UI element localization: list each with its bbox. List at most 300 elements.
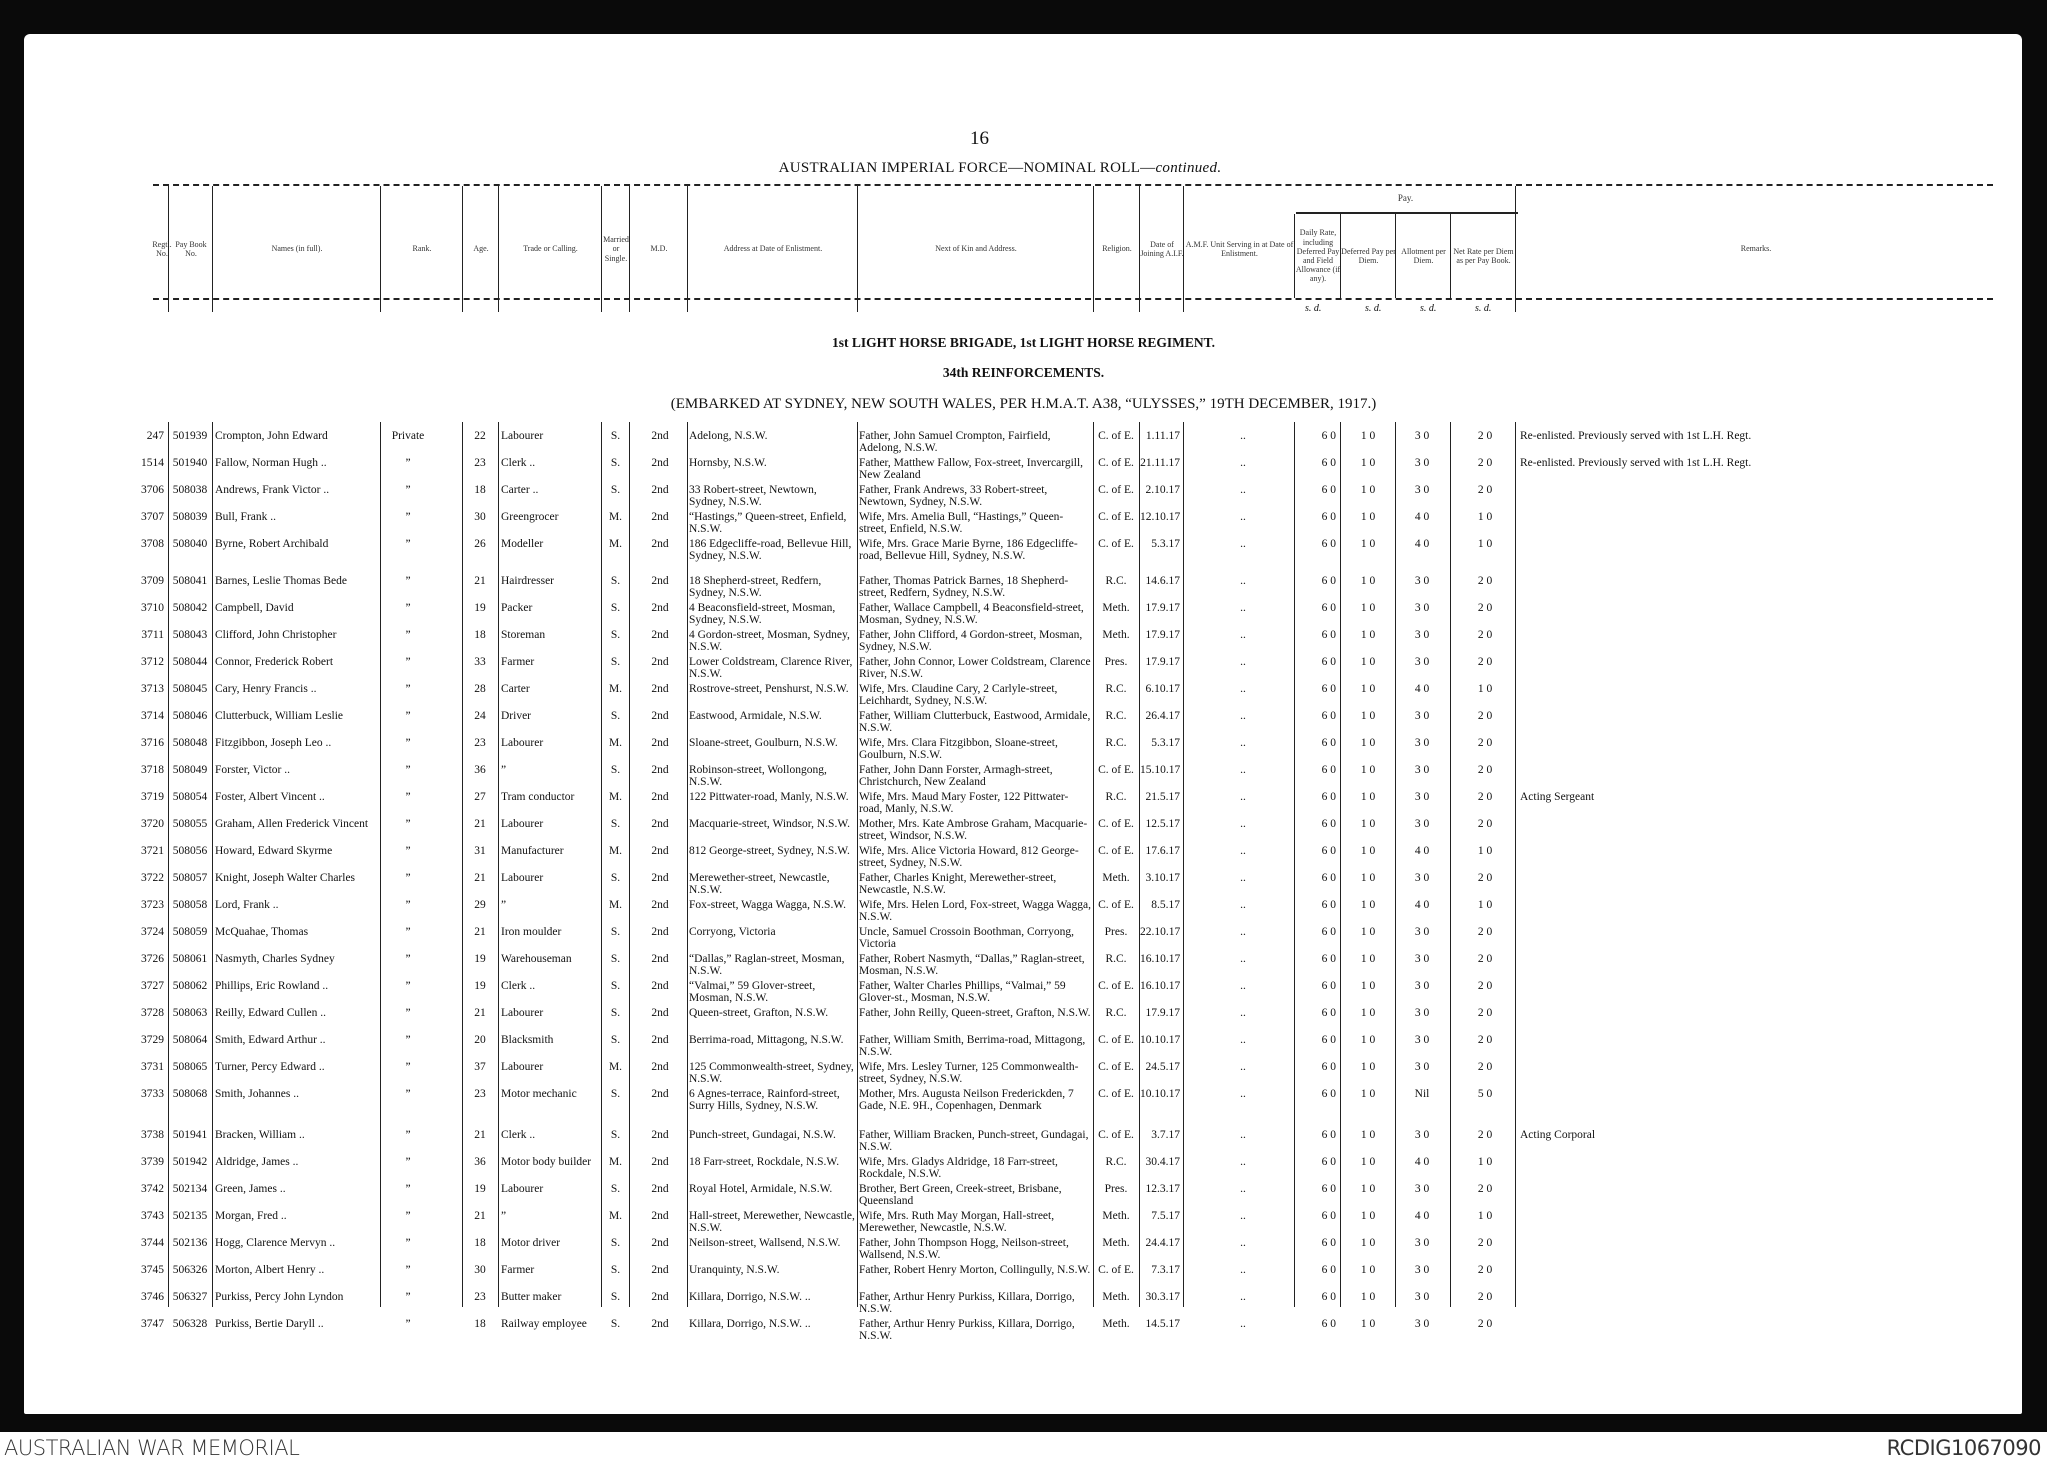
cell-regtl: 3726 (141, 953, 164, 965)
cell-age: 27 (474, 791, 486, 803)
cell-next-of-kin: Wife, Mrs. Clara Fitzgibbon, Sloane-street, Goulburn, N.S.W. (859, 737, 1058, 761)
cell-age: 18 (474, 1318, 486, 1330)
cell-rank: ” (405, 1156, 411, 1168)
cell-next-of-kin: Wife, Mrs. Grace Marie Byrne, 186 Edgecliffe-road, Bellevue Hill, Sydney, N.S.W. (859, 538, 1078, 562)
cell-name: Smith, Edward Arthur .. (215, 1034, 326, 1046)
cell-pay-book-no: 501941 (172, 1129, 208, 1141)
cell-trade: Farmer (501, 1264, 535, 1276)
cell-allotment: 3 0 (1414, 1007, 1430, 1019)
cell-religion: R.C. (1105, 1156, 1127, 1168)
cell-military-district: 2nd (651, 430, 669, 442)
cell-next-of-kin: Father, John Connor, Lower Coldstream, Clarence River, N.S.W. (859, 656, 1091, 680)
cell-marital-status: S. (610, 1291, 621, 1303)
cell-trade: ” (501, 1210, 507, 1222)
cell-religion: C. of E. (1098, 1088, 1134, 1100)
cell-date-joined: 17.9.17 (1145, 629, 1180, 641)
cell-net-rate: 5 0 (1477, 1088, 1493, 1100)
cell-deferred-pay: 1 0 (1360, 953, 1376, 965)
cell-date-joined: 5.3.17 (1151, 538, 1180, 550)
cell-regtl: 3731 (141, 1061, 164, 1073)
cell-military-district: 2nd (651, 457, 669, 469)
cell-date-joined: 14.5.17 (1145, 1318, 1180, 1330)
cell-military-district: 2nd (651, 872, 669, 884)
cell-address: Adelong, N.S.W. (689, 430, 768, 442)
cell-allotment: 3 0 (1414, 926, 1430, 938)
cell-address: 18 Farr-street, Rockdale, N.S.W. (689, 1156, 840, 1168)
cell-allotment: 3 0 (1414, 1129, 1430, 1141)
cell-age: 19 (474, 953, 486, 965)
cell-rank: ” (405, 1318, 411, 1330)
cell-allotment: 3 0 (1414, 1264, 1430, 1276)
cell-age: 19 (474, 980, 486, 992)
cell-amf-unit: .. (1240, 710, 1246, 722)
cell-age: 18 (474, 629, 486, 641)
cell-trade: Labourer (501, 430, 544, 442)
cell-name: Nasmyth, Charles Sydney (215, 953, 335, 965)
cell-regtl: 3727 (141, 980, 164, 992)
cell-deferred-pay: 1 0 (1360, 629, 1376, 641)
cell-religion: Pres. (1104, 926, 1128, 938)
cell-regtl: 3739 (141, 1156, 164, 1168)
cell-allotment: 4 0 (1414, 538, 1430, 550)
column-rule (168, 422, 169, 1307)
cell-date-joined: 7.5.17 (1151, 1210, 1180, 1222)
cell-allotment: 3 0 (1414, 484, 1430, 496)
cell-marital-status: S. (610, 818, 621, 830)
cell-name: Knight, Joseph Walter Charles (215, 872, 356, 884)
cell-name: McQuahae, Thomas (215, 926, 309, 938)
cell-amf-unit: .. (1240, 1007, 1246, 1019)
cell-religion: C. of E. (1098, 1034, 1134, 1046)
cell-regtl: 3745 (141, 1264, 164, 1276)
cell-religion: Pres. (1104, 1183, 1128, 1195)
cell-next-of-kin: Father, Robert Nasmyth, “Dallas,” Raglan-street, Mosman, N.S.W. (859, 953, 1085, 977)
cell-military-district: 2nd (651, 1318, 669, 1330)
cell-date-joined: 17.9.17 (1145, 602, 1180, 614)
cell-date-joined: 10.10.17 (1140, 1034, 1181, 1046)
cell-amf-unit: .. (1240, 872, 1246, 884)
cell-rank: ” (405, 791, 411, 803)
cell-address: Rostrove-street, Penshurst, N.S.W. (689, 683, 849, 695)
cell-date-joined: 16.10.17 (1140, 953, 1181, 965)
cell-pay-book-no: 508048 (172, 737, 208, 749)
cell-allotment: 3 0 (1414, 430, 1430, 442)
cell-daily-rate: 6 0 (1321, 457, 1336, 469)
cell-rank: ” (405, 629, 411, 641)
cell-net-rate: 2 0 (1477, 737, 1493, 749)
cell-regtl: 3710 (141, 602, 164, 614)
cell-deferred-pay: 1 0 (1360, 484, 1376, 496)
cell-religion: C. of E. (1098, 845, 1134, 857)
cell-rank: ” (405, 899, 411, 911)
cell-date-joined: 5.3.17 (1151, 737, 1180, 749)
unit-net: s. d. (1475, 303, 1492, 314)
cell-next-of-kin: Uncle, Samuel Crossoin Boothman, Corryong, Victoria (859, 926, 1074, 950)
cell-allotment: 3 0 (1414, 602, 1430, 614)
cell-age: 21 (474, 1210, 486, 1222)
cell-name: Lord, Frank .. (215, 899, 279, 911)
cell-religion: C. of E. (1098, 430, 1134, 442)
cell-next-of-kin: Wife, Mrs. Lesley Turner, 125 Commonwealth-street, Sydney, N.S.W. (859, 1061, 1079, 1085)
header-bottom-rule (153, 298, 1993, 300)
cell-date-joined: 3.7.17 (1151, 1129, 1180, 1141)
header-daily-rate: Daily Rate, including Deferred Pay and Field Allowance (if any). (1294, 214, 1341, 298)
cell-daily-rate: 6 0 (1321, 737, 1336, 749)
cell-marital-status: S. (610, 629, 621, 641)
cell-address: Sloane-street, Goulburn, N.S.W. (689, 737, 838, 749)
cell-name: Turner, Percy Edward .. (215, 1061, 325, 1073)
cell-deferred-pay: 1 0 (1360, 1034, 1376, 1046)
cell-deferred-pay: 1 0 (1360, 1264, 1376, 1276)
cell-marital-status: S. (610, 1183, 621, 1195)
cell-rank: ” (405, 872, 411, 884)
cell-religion: R.C. (1105, 791, 1127, 803)
cell-deferred-pay: 1 0 (1360, 1183, 1376, 1195)
cell-rank: ” (405, 1088, 411, 1100)
cell-trade: Blacksmith (501, 1034, 554, 1046)
cell-daily-rate: 6 0 (1321, 1318, 1336, 1330)
cell-next-of-kin: Father, William Smith, Berrima-road, Mittagong, N.S.W. (859, 1034, 1086, 1058)
column-rule (1183, 422, 1184, 1307)
cell-marital-status: M. (608, 1156, 623, 1168)
cell-amf-unit: .. (1240, 980, 1246, 992)
cell-religion: C. of E. (1098, 538, 1134, 550)
cell-marital-status: S. (610, 1237, 621, 1249)
unit-deferred: s. d. (1365, 303, 1382, 314)
cell-net-rate: 2 0 (1477, 430, 1493, 442)
embarkation-heading: (EMBARKED AT SYDNEY, NEW SOUTH WALES, PER H.M.A.T. A38, “ULYSSES,” 19TH DECEMBER, 1917.) (670, 396, 1377, 412)
cell-next-of-kin: Father, John Reilly, Queen-street, Grafton, N.S.W. (859, 1007, 1091, 1019)
cell-date-joined: 15.10.17 (1140, 764, 1181, 776)
cell-rank: ” (405, 602, 411, 614)
cell-rank: ” (405, 511, 411, 523)
cell-marital-status: M. (608, 511, 623, 523)
cell-trade: Clerk .. (501, 980, 536, 992)
cell-address: “Hastings,” Queen-street, Enfield, N.S.W. (689, 511, 847, 535)
cell-military-district: 2nd (651, 602, 669, 614)
cell-regtl: 3706 (141, 484, 164, 496)
cell-age: 20 (474, 1034, 486, 1046)
cell-age: 18 (474, 1237, 486, 1249)
cell-trade: Railway employee (501, 1318, 587, 1330)
cell-daily-rate: 6 0 (1321, 1129, 1336, 1141)
cell-address: 18 Shepherd-street, Redfern, Sydney, N.S.W. (689, 575, 822, 599)
cell-religion: Pres. (1104, 656, 1128, 668)
cell-deferred-pay: 1 0 (1360, 430, 1376, 442)
cell-marital-status: M. (608, 845, 623, 857)
cell-religion: Meth. (1102, 1318, 1130, 1330)
cell-pay-book-no: 508063 (172, 1007, 208, 1019)
cell-daily-rate: 6 0 (1321, 602, 1336, 614)
cell-daily-rate: 6 0 (1321, 791, 1336, 803)
column-rule (1515, 422, 1516, 1307)
cell-address: Macquarie-street, Windsor, N.S.W. (689, 818, 850, 830)
header-pay-book: Pay Book No. (168, 186, 213, 312)
cell-amf-unit: .. (1240, 511, 1246, 523)
cell-net-rate: 2 0 (1477, 1129, 1493, 1141)
cell-next-of-kin: Father, William Bracken, Punch-street, Gundagai, N.S.W. (859, 1129, 1089, 1153)
cell-amf-unit: .. (1240, 457, 1246, 469)
cell-marital-status: S. (610, 872, 621, 884)
cell-marital-status: S. (610, 1129, 621, 1141)
cell-pay-book-no: 508061 (172, 953, 208, 965)
header-date-joining: Date of Joining A.I.F. (1139, 186, 1184, 312)
cell-regtl: 3747 (141, 1318, 164, 1330)
cell-deferred-pay: 1 0 (1360, 845, 1376, 857)
cell-pay-book-no: 508058 (172, 899, 208, 911)
header-trade: Trade or Calling. (498, 186, 602, 312)
cell-age: 22 (474, 430, 486, 442)
cell-next-of-kin: Father, Frank Andrews, 33 Robert-street, Newtown, Sydney, N.S.W. (859, 484, 1048, 508)
cell-allotment: 3 0 (1414, 629, 1430, 641)
cell-marital-status: S. (610, 1088, 621, 1100)
cell-date-joined: 17.9.17 (1145, 656, 1180, 668)
cell-trade: Driver (501, 710, 532, 722)
cell-daily-rate: 6 0 (1321, 1264, 1336, 1276)
cell-next-of-kin: Wife, Mrs. Ruth May Morgan, Hall-street, Merewether, Newcastle, N.S.W. (859, 1210, 1055, 1234)
cell-date-joined: 14.6.17 (1145, 575, 1180, 587)
cell-rank: ” (405, 737, 411, 749)
cell-allotment: 3 0 (1414, 1034, 1430, 1046)
cell-date-joined: 1.11.17 (1145, 430, 1180, 442)
cell-net-rate: 2 0 (1477, 1034, 1493, 1046)
cell-religion: R.C. (1105, 737, 1127, 749)
cell-allotment: 3 0 (1414, 1318, 1430, 1330)
cell-religion: C. of E. (1098, 764, 1134, 776)
cell-marital-status: M. (608, 683, 623, 695)
cell-amf-unit: .. (1240, 1210, 1246, 1222)
column-rule (1395, 422, 1396, 1307)
cell-amf-unit: .. (1240, 575, 1246, 587)
cell-pay-book-no: 506327 (172, 1291, 208, 1303)
cell-religion: C. of E. (1098, 457, 1134, 469)
cell-date-joined: 21.11.17 (1140, 457, 1180, 469)
cell-rank: ” (405, 457, 411, 469)
cell-remarks: Acting Corporal (1520, 1129, 1596, 1141)
cell-date-joined: 7.3.17 (1151, 1264, 1180, 1276)
cell-net-rate: 1 0 (1477, 1156, 1493, 1168)
cell-allotment: 4 0 (1414, 683, 1430, 695)
cell-pay-book-no: 502135 (172, 1210, 208, 1222)
roll-title (740, 160, 1260, 177)
cell-amf-unit: .. (1240, 764, 1246, 776)
column-rule (857, 422, 858, 1307)
cell-next-of-kin: Father, John Clifford, 4 Gordon-street, Mosman, Sydney, N.S.W. (859, 629, 1083, 653)
cell-age: 21 (474, 872, 486, 884)
cell-military-district: 2nd (651, 1061, 669, 1073)
cell-military-district: 2nd (651, 737, 669, 749)
cell-address: Punch-street, Gundagai, N.S.W. (689, 1129, 836, 1141)
cell-military-district: 2nd (651, 1088, 669, 1100)
brigade-heading: 1st LIGHT HORSE BRIGADE, 1st LIGHT HORSE REGIMENT. (832, 335, 1215, 350)
cell-military-district: 2nd (651, 683, 669, 695)
cell-rank: ” (405, 926, 411, 938)
cell-pay-book-no: 508062 (172, 980, 208, 992)
cell-name: Connor, Frederick Robert (215, 656, 334, 668)
cell-daily-rate: 6 0 (1321, 764, 1336, 776)
header-allotment: Allotment per Diem. (1395, 214, 1451, 298)
cell-name: Clifford, John Christopher (215, 629, 337, 641)
cell-religion: C. of E. (1098, 1129, 1134, 1141)
cell-trade: Labourer (501, 1183, 544, 1195)
cell-religion: C. of E. (1098, 818, 1134, 830)
cell-military-district: 2nd (651, 980, 669, 992)
cell-rank: ” (405, 1291, 411, 1303)
cell-pay-book-no: 508059 (172, 926, 208, 938)
cell-military-district: 2nd (651, 1129, 669, 1141)
cell-age: 23 (474, 457, 486, 469)
cell-military-district: 2nd (651, 1183, 669, 1195)
cell-regtl: 3707 (141, 511, 164, 523)
cell-address: 122 Pittwater-road, Manly, N.S.W. (689, 791, 849, 803)
cell-daily-rate: 6 0 (1321, 1088, 1336, 1100)
cell-name: Forster, Victor .. (215, 764, 290, 776)
cell-regtl: 3712 (141, 656, 164, 668)
cell-regtl: 3746 (141, 1291, 164, 1303)
cell-deferred-pay: 1 0 (1360, 1088, 1376, 1100)
cell-address: Hall-street, Merewether, Newcastle, N.S.W. (689, 1210, 855, 1234)
cell-trade: Butter maker (501, 1291, 562, 1303)
footer-source: AUSTRALIAN WAR MEMORIAL (4, 1436, 300, 1460)
cell-pay-book-no: 508064 (172, 1034, 208, 1046)
cell-daily-rate: 6 0 (1321, 926, 1336, 938)
header-address: Address at Date of Enlistment. (687, 186, 858, 312)
cell-deferred-pay: 1 0 (1360, 926, 1376, 938)
cell-trade: ” (501, 764, 507, 776)
cell-date-joined: 17.9.17 (1145, 1007, 1180, 1019)
cell-pay-book-no: 508055 (172, 818, 208, 830)
cell-date-joined: 10.10.17 (1140, 1088, 1181, 1100)
cell-pay-book-no: 508041 (172, 575, 208, 587)
cell-military-district: 2nd (651, 899, 669, 911)
cell-next-of-kin: Brother, Bert Green, Creek-street, Brisbane, Queensland (859, 1183, 1062, 1207)
cell-date-joined: 17.6.17 (1145, 845, 1180, 857)
cell-deferred-pay: 1 0 (1360, 1007, 1376, 1019)
cell-allotment: 3 0 (1414, 457, 1430, 469)
cell-regtl: 3711 (141, 629, 164, 641)
cell-rank: ” (405, 683, 411, 695)
cell-regtl: 3744 (141, 1237, 164, 1249)
cell-address: Queen-street, Grafton, N.S.W. (689, 1007, 829, 1019)
pay-rule (1296, 212, 1518, 214)
cell-name: Howard, Edward Skyrme (215, 845, 333, 857)
cell-rank: ” (405, 1183, 411, 1195)
cell-daily-rate: 6 0 (1321, 1291, 1336, 1303)
cell-religion: R.C. (1105, 1007, 1127, 1019)
cell-amf-unit: .. (1240, 1183, 1246, 1195)
cell-next-of-kin: Wife, Mrs. Helen Lord, Fox-street, Wagga Wagga, N.S.W. (859, 899, 1091, 923)
cell-date-joined: 6.10.17 (1145, 683, 1180, 695)
cell-deferred-pay: 1 0 (1360, 818, 1376, 830)
cell-regtl: 3713 (141, 683, 164, 695)
cell-name: Crompton, John Edward (215, 430, 328, 442)
cell-regtl: 3718 (141, 764, 164, 776)
cell-amf-unit: .. (1240, 953, 1246, 965)
cell-regtl: 1514 (141, 457, 164, 469)
cell-address: Merewether-street, Newcastle, N.S.W. (689, 872, 830, 896)
cell-remarks: Re-enlisted. Previously served with 1st L.H. Regt. (1520, 457, 1752, 469)
cell-marital-status: S. (610, 953, 621, 965)
cell-allotment: 3 0 (1414, 1237, 1430, 1249)
cell-allotment: 3 0 (1414, 656, 1430, 668)
cell-allotment: Nil (1414, 1088, 1430, 1100)
cell-name: Cary, Henry Francis .. (215, 683, 317, 695)
cell-regtl: 3716 (141, 737, 164, 749)
cell-deferred-pay: 1 0 (1360, 1318, 1376, 1330)
cell-name: Phillips, Eric Rowland .. (215, 980, 329, 992)
cell-net-rate: 2 0 (1477, 656, 1493, 668)
cell-allotment: 3 0 (1414, 764, 1430, 776)
cell-marital-status: M. (608, 1210, 623, 1222)
cell-military-district: 2nd (651, 1291, 669, 1303)
cell-amf-unit: .. (1240, 1264, 1246, 1276)
cell-pay-book-no: 508065 (172, 1061, 208, 1073)
cell-net-rate: 2 0 (1477, 1318, 1493, 1330)
cell-address: Neilson-street, Wallsend, N.S.W. (689, 1237, 841, 1249)
cell-next-of-kin: Wife, Mrs. Gladys Aldridge, 18 Farr-street, Rockdale, N.S.W. (859, 1156, 1058, 1180)
cell-trade: Motor body builder (501, 1156, 592, 1168)
cell-deferred-pay: 1 0 (1360, 791, 1376, 803)
cell-net-rate: 1 0 (1477, 845, 1493, 857)
cell-next-of-kin: Father, John Thompson Hogg, Neilson-street, Wallsend, N.S.W. (859, 1237, 1069, 1261)
cell-amf-unit: .. (1240, 1088, 1246, 1100)
column-rule (1340, 422, 1341, 1307)
cell-trade: Motor driver (501, 1237, 561, 1249)
cell-military-district: 2nd (651, 1264, 669, 1276)
unit-daily: s. d. (1305, 303, 1322, 314)
cell-amf-unit: .. (1240, 1034, 1246, 1046)
cell-date-joined: 2.10.17 (1145, 484, 1180, 496)
cell-regtl: 3733 (141, 1088, 164, 1100)
cell-trade: Clerk .. (501, 457, 536, 469)
header-net-rate: Net Rate per Diem as per Pay Book. (1450, 214, 1516, 298)
cell-regtl: 3719 (141, 791, 164, 803)
cell-pay-book-no: 506326 (172, 1264, 208, 1276)
cell-address: Lower Coldstream, Clarence River, N.S.W. (689, 656, 853, 680)
cell-address: Uranquinty, N.S.W. (689, 1264, 780, 1276)
cell-age: 31 (474, 845, 486, 857)
column-rule (629, 422, 630, 1307)
roll-title-main: AUSTRALIAN IMPERIAL FORCE—NOMINAL ROLL— (778, 160, 1156, 176)
cell-net-rate: 1 0 (1477, 683, 1493, 695)
cell-regtl: 3738 (141, 1129, 164, 1141)
cell-daily-rate: 6 0 (1321, 710, 1336, 722)
cell-military-district: 2nd (651, 538, 669, 550)
cell-date-joined: 16.10.17 (1140, 980, 1181, 992)
header-rank: Rank. (380, 186, 463, 312)
cell-deferred-pay: 1 0 (1360, 1061, 1376, 1073)
cell-deferred-pay: 1 0 (1360, 980, 1376, 992)
cell-allotment: 3 0 (1414, 872, 1430, 884)
cell-military-district: 2nd (651, 1007, 669, 1019)
cell-marital-status: S. (610, 710, 621, 722)
cell-name: Purkiss, Percy John Lyndon (215, 1291, 344, 1303)
cell-address: 6 Agnes-terrace, Rainford-street, Surry Hills, Sydney, N.S.W. (689, 1088, 840, 1112)
cell-religion: Meth. (1102, 1291, 1130, 1303)
cell-next-of-kin: Father, Wallace Campbell, 4 Beaconsfield-street, Mosman, Sydney, N.S.W. (859, 602, 1084, 626)
cell-deferred-pay: 1 0 (1360, 764, 1376, 776)
cell-date-joined: 22.10.17 (1140, 926, 1181, 938)
cell-marital-status: S. (610, 457, 621, 469)
cell-next-of-kin: Father, John Samuel Crompton, Fairfield, Adelong, N.S.W. (859, 430, 1051, 454)
cell-trade: ” (501, 899, 507, 911)
cell-net-rate: 1 0 (1477, 538, 1493, 550)
cell-daily-rate: 6 0 (1321, 872, 1336, 884)
cell-age: 36 (474, 1156, 486, 1168)
cell-date-joined: 8.5.17 (1151, 899, 1180, 911)
cell-religion: Meth. (1102, 602, 1130, 614)
column-rule (212, 422, 213, 1307)
